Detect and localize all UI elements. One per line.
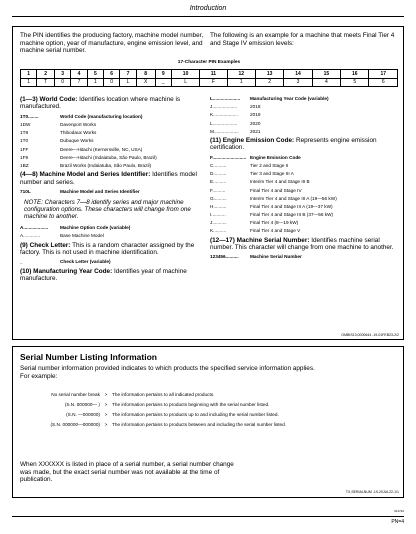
pin-position-cell: 10	[171, 70, 199, 79]
emission-code-row: J........... Final Tier 4 (8—19 kW)	[210, 220, 299, 226]
pin-character-cell: 6	[369, 78, 398, 87]
year-code-row: M................... 2021	[210, 128, 261, 134]
section-title: Introduction	[189, 5, 227, 12]
serial-listing-row: (S.N. 000000—000000) > The information pertains to products between and including the serial number listed.	[50, 421, 287, 427]
pin-character-cell: F	[200, 78, 227, 87]
pin-position-cell: 1	[21, 70, 37, 79]
pin-character-cell: 2	[255, 78, 283, 87]
world-code-row: 1T0 Dubuque Works	[20, 138, 94, 144]
right-column	[210, 96, 397, 263]
footer-code: 011722	[394, 509, 404, 513]
world-code-row: 1BZ Brazil Works (Indaiatuba, São Paulo, Brazil)	[20, 162, 152, 168]
serial-listing-row: (S.N. —000000) > The information pertains to products up to and including the serial number listed.	[66, 411, 279, 417]
pin-position-cell: 13	[255, 70, 283, 79]
pin-position-cell: 11	[200, 70, 227, 79]
pin-position-cell: 4	[71, 70, 87, 79]
pin-character-cell: 3	[284, 78, 312, 87]
world-code-row: 1FF Deere—Hitachi (Kernersville, NC, USA)	[20, 146, 143, 152]
pin-position-cell: 15	[312, 70, 340, 79]
arrow-right-icon: >	[104, 392, 108, 397]
serial-listing-box	[12, 346, 404, 498]
pin-character-cell: 1	[227, 78, 255, 87]
pin-character-cell: 1	[87, 78, 103, 87]
pin-character-cell: 1	[21, 78, 37, 87]
pin-character-cell: 0	[104, 78, 120, 87]
serial-listing-intro: Serial number information provided indicates to which products the specified service information applies. For example:	[20, 365, 315, 380]
box-reference: OMBIS13,0000644 -19-01FEB23-2/2	[341, 333, 399, 337]
serial-number-heading: (12—17) Machine Serial Number: Identifies machine serial number. This character will change from one machine to another.	[210, 236, 394, 252]
left-column	[20, 96, 207, 285]
serial-listing-title: Serial Number Listing Information	[20, 352, 157, 362]
page-number: PN=4	[391, 519, 404, 525]
world-code-row: 1F9 Deere—Hitachi (Indaiatuba, São Paulo, Brazil)	[20, 154, 157, 160]
pin-position-cell: 14	[284, 70, 312, 79]
emission-code-row: E.......... Interim Tier 4 and Stage III B	[210, 179, 310, 185]
emission-code-row: F.......... Final Tier 4 and Stage IV	[210, 187, 302, 193]
pin-character-cell: 0	[54, 78, 70, 87]
world-code-row: 1DW Davenport Works	[20, 122, 97, 127]
world-code-row: 1T8 Thibodaux Works	[20, 130, 97, 136]
pin-character-cell: _	[155, 78, 171, 87]
year-code-row: J................... 2018	[210, 104, 261, 110]
serial-listing-note: When XXXXXX is listed in place of a serial number, a serial number change was made, but the exact serial number was not available at the time of publication.	[20, 461, 234, 484]
pin-table	[20, 69, 398, 87]
serial-listing-row: (S.N. 000000— ) > The information pertains to products beginning with the serial number listed.	[64, 401, 270, 407]
pin-position-cell: 17	[369, 70, 398, 79]
pin-example-intro: The following is an example for a machine that meets Final Tier 4 and Stage IV emission levels:	[210, 32, 395, 47]
emission-code-row: C.......... Tier 2 and Stage II	[210, 162, 289, 168]
arrow-right-icon: >	[104, 401, 108, 407]
series-note: NOTE: Characters 7—8 identify series and major machine configuration options. These characters will change from one machine to another.	[24, 198, 191, 220]
world-code-heading: (1—3) World Code: Identifies location where machine is manufactured.	[20, 96, 181, 111]
year-code-heading: (10) Manufacturing Year Code: Identifies year of machine manufacture.	[20, 267, 187, 282]
pin-position-cell: 9	[155, 70, 171, 79]
pin-character-cell: 5	[341, 78, 369, 87]
pin-position-cell: 7	[120, 70, 136, 79]
pin-character-cell: 7	[71, 78, 87, 87]
pin-position-cell: 6	[104, 70, 120, 79]
pin-intro-text: The PIN identifies the producing factory, machine model number, machine option, year of manufacture, engine emission level, and machine serial number.	[20, 32, 204, 55]
footer-divider	[12, 516, 404, 517]
pin-character-cell: L	[171, 78, 199, 87]
page-header	[12, 3, 404, 17]
box-reference: TX,SERIALNUM -19-20JUL22-1/1	[345, 490, 399, 494]
pin-character-cell: 4	[312, 78, 340, 87]
machine-option-row: A................... Machine Option Code (variable)	[20, 225, 131, 231]
serial-number-row: 123456.......... Machine Serial Number	[210, 254, 302, 260]
emission-code-row: K.......... Final Tier 4 and Stage V	[210, 228, 301, 234]
emission-code-row: F.......................... Engine Emission Code	[210, 154, 301, 160]
emission-code-row: G.......... Interim Tier 4 and Stage III A (19—56 kW)	[210, 195, 337, 201]
pin-position-cell: 8	[136, 70, 155, 79]
year-code-row: L..................... Manufacturing Year Code (variable)	[210, 96, 329, 101]
arrow-right-icon: >	[104, 411, 108, 417]
year-code-row: L................... 2020	[210, 120, 261, 126]
emission-code-heading: (11) Engine Emission Code: Represents engine emission certification.	[210, 136, 377, 152]
machine-model-heading: (4—8) Machine Model and Series Identifier: Identifies model number and series.	[20, 171, 197, 186]
pin-position-cell: 16	[341, 70, 369, 79]
pin-table-title: 17-Character PIN Examples	[177, 60, 241, 65]
pin-position-cell: 3	[54, 70, 70, 79]
pin-character-cell: X	[136, 78, 155, 87]
pin-character-cell: T	[37, 78, 55, 87]
arrow-right-icon: >	[104, 421, 108, 427]
emission-code-row: I........... Final Tier 4 and Stage III B (37—56 kW)	[210, 212, 334, 218]
serial-listing-rows	[20, 392, 400, 432]
pin-info-box	[12, 26, 404, 340]
serial-listing-row: No serial number break > The information pertains to all indicated products.	[51, 392, 215, 397]
check-letter-row: _ Check Letter (variable)	[20, 259, 111, 265]
machine-model-row: 710L Machine Model and Series Identifier	[20, 188, 140, 194]
year-code-row: K................... 2019	[210, 112, 261, 118]
check-letter-heading: (9) Check Letter: This is a random character assigned by the factory. This is not used in machine identification.	[20, 241, 195, 256]
emission-code-row: H.......... Final Tier 4 and Stage III A (19—37 kW)	[210, 203, 333, 209]
pin-position-cell: 12	[227, 70, 255, 79]
machine-option-row: A............. Base Machine Model	[20, 233, 104, 239]
pin-position-cell: 5	[87, 70, 103, 79]
emission-code-row: D.......... Tier 3 and Stage III A	[210, 171, 294, 177]
pin-position-cell: 2	[37, 70, 55, 79]
pin-character-cell: L	[120, 78, 136, 87]
world-code-row: 1T0........ World Code (manufacturing location)	[20, 113, 143, 119]
